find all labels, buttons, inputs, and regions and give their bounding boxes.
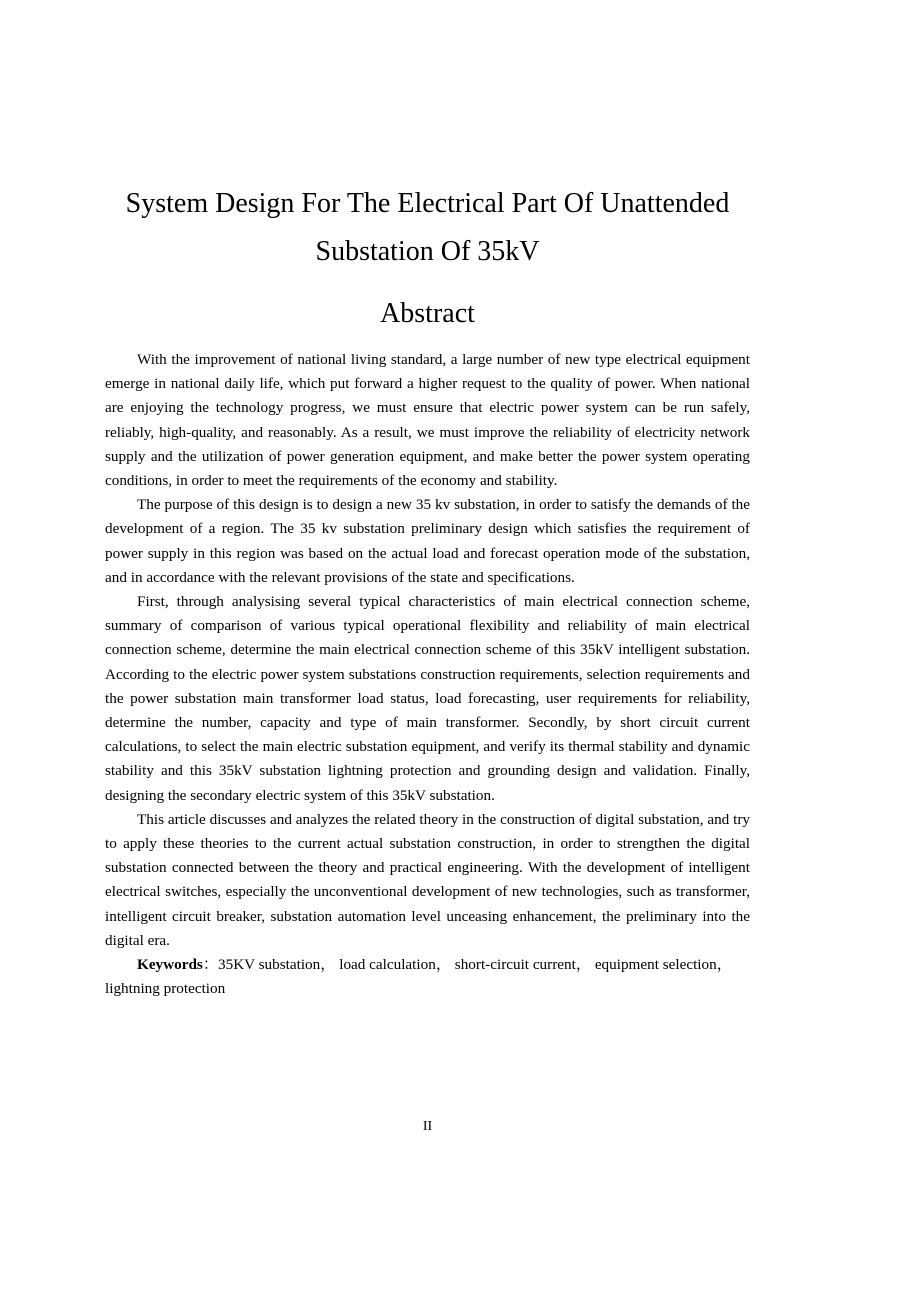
page-number: II	[422, 1119, 433, 1134]
keyword-separator: ，	[320, 956, 336, 974]
paper-title: System Design For The Electrical Part Of Unattended Substation Of 35kV	[125, 188, 730, 267]
keyword-separator: ，	[575, 956, 592, 974]
abstract-heading: Abstract	[380, 298, 475, 329]
keyword-item: short-circuit current	[454, 956, 576, 974]
abstract-paragraph-2: The purpose of this design is to design a new 35 kv substation, in order to satisfy the demands of the development of a region. The 35 kv substation preliminary design which satisfies the requirement of power supply in this region was based on the actual load and forecast operation mode of the substation, and in accordance with the relevant provisions of the state and specifications.	[105, 496, 750, 586]
abstract-paragraph-4: This article discusses and analyzes the related theory in the construction of digital substation, and try to apply these theories to the current actual substation construction, in order to strengthen the digital substation connected between the theory and practical engineering. With the development of intelligent electrical switches, especially the unconventional development of new technologies, such as transformer, intelligent circuit breaker, substation automation level unceasing enhancement, the preliminary into the digital era.	[105, 810, 750, 949]
keyword-item: lightning protection	[105, 980, 226, 998]
abstract-paragraph-1: With the improvement of national living standard, a large number of new type electrical equipment emerge in national daily life, which put forward a higher request to the quality of power. When national are enjoying the technology progress, we must ensure that electric power system can be run safely, reliably, high-quality, and reasonably. As a result, we must improve the reliability of electricity network supply and the utilization of power generation equipment, and make better the power system operating conditions, in order to meet the requirements of the economy and stability.	[105, 351, 750, 490]
keywords-colon: ：	[202, 956, 218, 974]
keyword-separator: ，	[435, 956, 451, 974]
keyword-separator: ，	[716, 956, 732, 974]
keywords-label: Keywords	[137, 956, 203, 974]
keyword-item: equipment selection	[594, 956, 717, 974]
keywords-line	[105, 953, 750, 1001]
abstract-body	[105, 348, 750, 1001]
abstract-paragraph-3: First, through analysising several typical characteristics of main electrical connection scheme, summary of comparison of various typical operational flexibility and reliability of main electrical connection scheme, determine the main electrical connection scheme of this 35kV intelligent substation. According to the electric power system substations construction requirements, selection requirements and the power substation main transformer load status, load forecasting, user requirements for reliability, determine the number, capacity and type of main transformer. Secondly, by short circuit current calculations, to select the main electric substation equipment, and verify its thermal stability and dynamic stability and this 35kV substation lightning protection and grounding design and validation. Finally, designing the secondary electric system of this 35kV substation.	[105, 593, 750, 804]
keyword-item: 35KV substation	[218, 956, 321, 974]
keyword-item: load calculation	[339, 956, 436, 974]
